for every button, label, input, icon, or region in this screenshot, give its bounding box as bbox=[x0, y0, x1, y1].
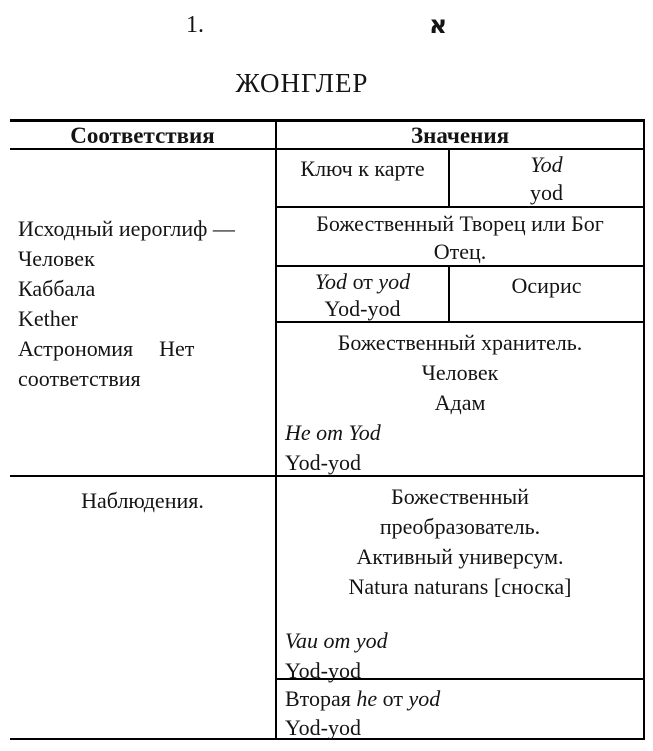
hieroglyph-line: Исходный иероглиф — bbox=[18, 216, 235, 241]
transformer-formula-title: Vau от yod bbox=[285, 628, 388, 653]
second-he-seg1: Вторая bbox=[285, 686, 357, 711]
hieroglyph-line: Человек bbox=[18, 246, 95, 271]
astronomy-value: Нет bbox=[159, 336, 195, 361]
table-body bbox=[10, 150, 643, 738]
astronomy-label: Астрономия bbox=[18, 336, 134, 361]
yod-of-yod-formula: Yod-yod bbox=[324, 296, 401, 321]
card-key-label: Ключ к карте bbox=[300, 156, 425, 181]
correspondence-table bbox=[10, 119, 645, 740]
header-cell-meanings: Значения bbox=[410, 123, 510, 148]
row-yod-of-yod bbox=[277, 267, 643, 323]
yod-of-yod-cell bbox=[277, 267, 450, 321]
transformer-formula: Yod-yod bbox=[285, 658, 362, 683]
cell-source-hieroglyph bbox=[10, 150, 275, 477]
transformer-line3: Активный универсум. bbox=[356, 544, 564, 569]
correspondences-column bbox=[10, 150, 277, 738]
spacer bbox=[285, 602, 635, 626]
second-he-seg2: he bbox=[356, 686, 378, 711]
osiris-cell bbox=[450, 267, 643, 321]
kether-line: Kether bbox=[18, 306, 78, 331]
second-he-title bbox=[285, 684, 635, 713]
card-key-label-cell bbox=[277, 150, 450, 206]
osiris-label: Осирис bbox=[511, 273, 582, 298]
transformer-line2: преобразователь. bbox=[379, 514, 541, 539]
ot-seg: от bbox=[347, 269, 379, 294]
row-divine-guardian bbox=[277, 323, 643, 477]
cell-observations bbox=[10, 477, 275, 738]
yod-seg: yod bbox=[378, 269, 411, 294]
guardian-line1: Божественный хранитель. bbox=[337, 330, 583, 355]
table-header-row bbox=[10, 122, 643, 150]
row-divine-creator bbox=[277, 208, 643, 267]
divine-creator-line1: Божественный Творец или Бог bbox=[316, 211, 604, 236]
guardian-line3: Адам bbox=[434, 390, 486, 415]
card-key-value-top: Yod bbox=[530, 152, 563, 177]
yod-of-yod-title bbox=[277, 268, 448, 295]
meanings-column bbox=[277, 150, 643, 738]
yod-seg: Yod bbox=[314, 269, 348, 294]
kabbalah-line: Каббала bbox=[18, 276, 96, 301]
card-title: ЖОНГЛЕР bbox=[235, 68, 369, 98]
row-divine-transformer bbox=[277, 477, 643, 683]
second-he-seg3: от bbox=[377, 686, 409, 711]
row-second-he bbox=[277, 680, 643, 738]
page-number: 1. bbox=[186, 12, 204, 38]
second-he-formula: Yod-yod bbox=[285, 715, 362, 740]
transformer-line4: Natura naturans [сноска] bbox=[348, 574, 572, 599]
observations-label: Наблюдения. bbox=[81, 488, 204, 513]
card-key-value-cell bbox=[450, 150, 643, 206]
guardian-formula: Yod-yod bbox=[285, 450, 362, 475]
second-he-seg4: yod bbox=[408, 686, 441, 711]
hebrew-letter-aleph: א bbox=[429, 10, 448, 39]
row-card-key bbox=[277, 150, 643, 208]
astronomy-wrap-line: соответствия bbox=[18, 366, 141, 391]
guardian-formula-title: Не от Yod bbox=[285, 420, 381, 445]
header-cell-correspondences: Соответствия bbox=[10, 122, 277, 148]
astronomy-line bbox=[18, 334, 269, 364]
divine-creator-line2: Отец. bbox=[433, 239, 487, 264]
card-key-value-bottom: yod bbox=[530, 180, 563, 205]
guardian-line2: Человек bbox=[421, 360, 499, 385]
transformer-line1: Божественный bbox=[391, 484, 529, 509]
